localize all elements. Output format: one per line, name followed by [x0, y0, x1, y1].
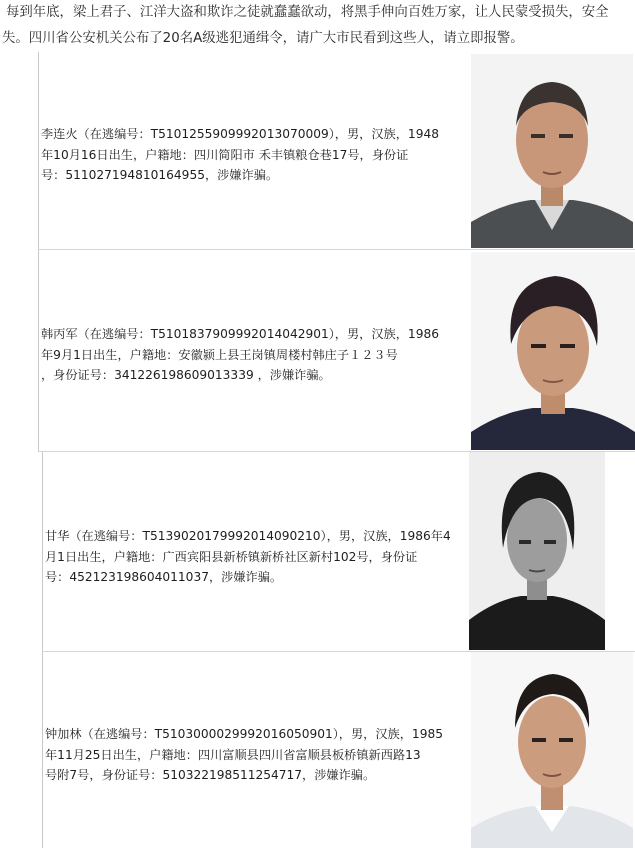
- description-line: 年9月1日出生，户籍地：安徽颍上县王岗镇周楼村韩庄子１２３号: [41, 347, 398, 362]
- fugitive-photo: [471, 252, 635, 450]
- description-line: 年10月16日出生，户籍地：四川简阳市 禾丰镇粮仓巷17号，身份证: [41, 147, 409, 162]
- description-line: 月1日出生，户籍地：广西宾阳县新桥镇新桥社区新村102号，身份证: [45, 549, 418, 564]
- fugitive-description: [41, 324, 471, 386]
- fugitive-row: [38, 52, 635, 250]
- description-line: 甘华（在逃编号：T5139020179992014090210），男，汉族，1986年4: [45, 529, 451, 543]
- description-line: 号：452123198604011037，涉嫌诈骗。: [45, 570, 283, 584]
- description-line: 韩丙军（在逃编号：T5101837909992014042901），男，汉族，1986: [41, 327, 439, 341]
- fugitive-description: [41, 124, 471, 186]
- intro-paragraph: [0, 0, 635, 52]
- fugitive-description: [45, 724, 475, 786]
- fugitive-photo: [471, 652, 633, 848]
- fugitive-row: [42, 452, 635, 652]
- intro-line-2: 失。四川省公安机关公布了20名A级逃犯通缉令，请广大市民看到这些人，请立即报警。: [2, 31, 524, 46]
- intro-line-1: 每到年底，梁上君子、江洋大盗和欺诈之徒就蠢蠢欲动，将黑手伸向百姓万家，让人民蒙受损失，安全: [6, 5, 609, 20]
- fugitive-row: [38, 250, 635, 452]
- description-line: ，身份证号：341226198609013339 ，涉嫌诈骗。: [41, 368, 331, 382]
- fugitive-photo: [471, 54, 633, 248]
- fugitive-row: [42, 652, 635, 848]
- fugitive-description: [45, 526, 475, 588]
- description-line: 号附7号，身份证号：510322198511254717，涉嫌诈骗。: [45, 768, 376, 782]
- description-line: 钟加林（在逃编号：T5103000029992016050901），男，汉族，1985: [45, 727, 443, 741]
- description-line: 年11月25日出生，户籍地：四川富顺县四川省富顺县板桥镇新西路13: [45, 747, 421, 762]
- description-line: 号：511027194810164955，涉嫌诈骗。: [41, 168, 279, 182]
- fugitive-photo: [469, 452, 605, 650]
- description-line: 李连火（在逃编号：T5101255909992013070009），男，汉族，1948: [41, 127, 439, 141]
